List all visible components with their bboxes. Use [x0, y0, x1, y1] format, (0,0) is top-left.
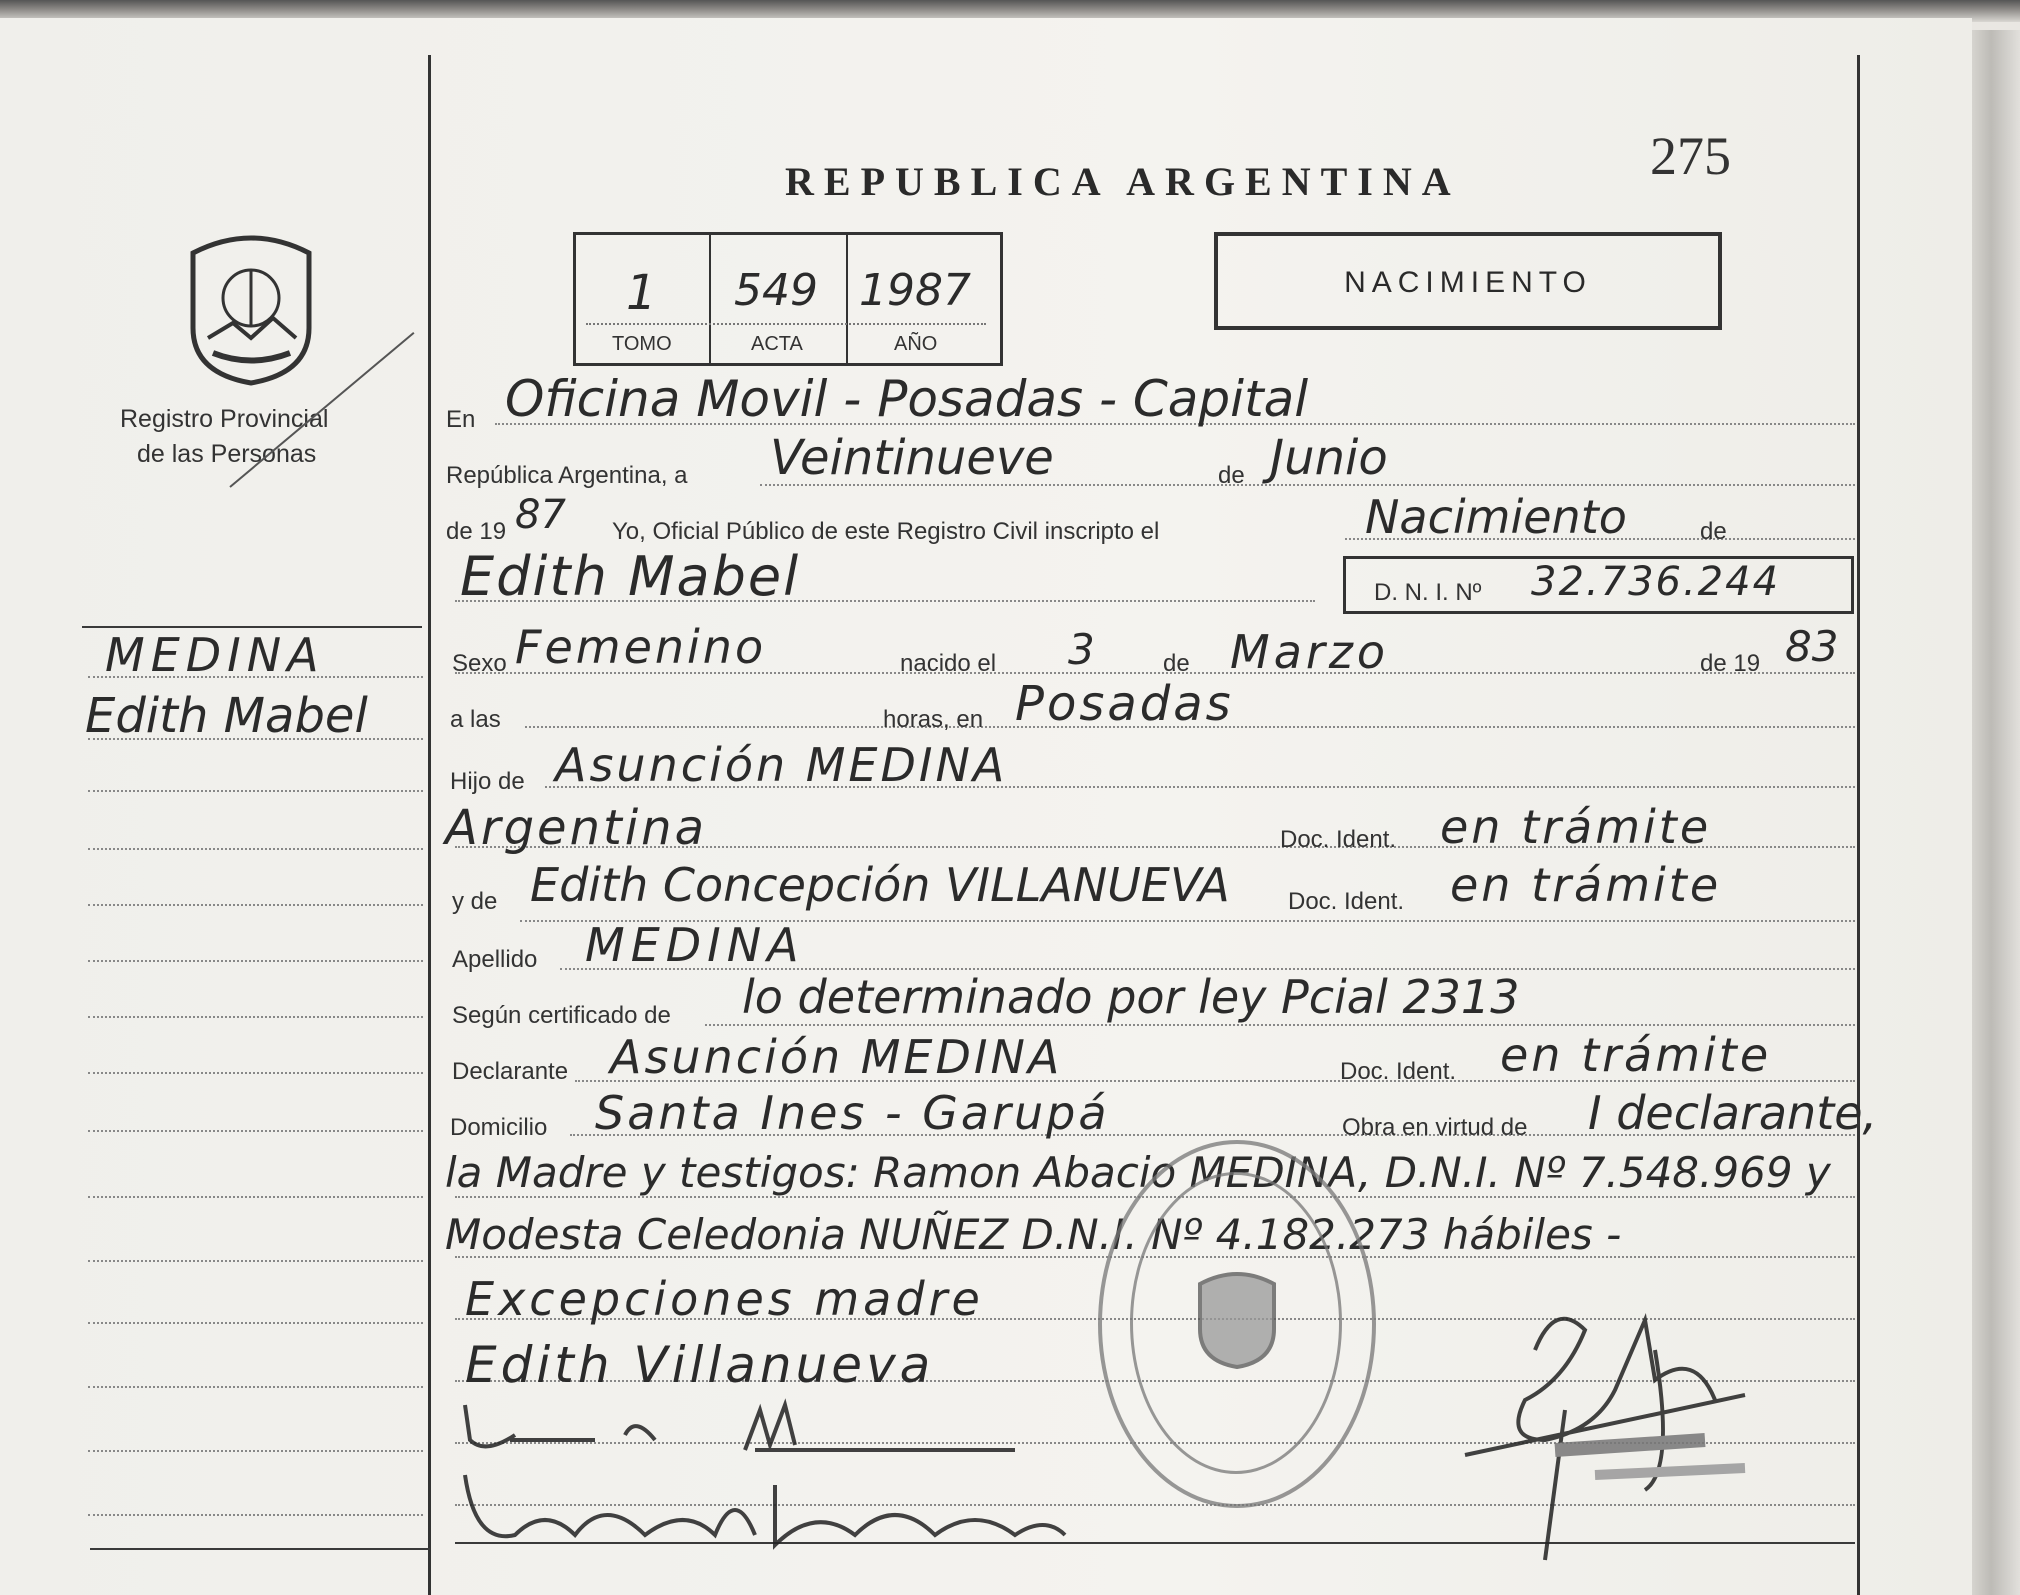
day-value: Veintinueve	[770, 430, 1054, 486]
right-border	[1857, 55, 1860, 1595]
month-de-label: de	[1218, 462, 1245, 489]
obra-value: I declarante,	[1588, 1086, 1878, 1140]
doc3-label: Doc. Ident.	[1340, 1058, 1457, 1085]
inscripto-value: Nacimiento	[1365, 490, 1627, 544]
tomo-label: TOMO	[612, 333, 672, 355]
officer-signature	[1445, 1290, 1775, 1570]
inscripto-de-label: de	[1700, 518, 1727, 545]
birth-year-prefix-label: de 19	[1700, 650, 1761, 677]
provincial-seal-icon	[178, 228, 324, 388]
registry-round-stamp	[1098, 1140, 1376, 1508]
yde-label: y de	[452, 888, 498, 915]
margin-bottom-line	[90, 1548, 430, 1550]
segun-label: Según certificado de	[452, 1002, 671, 1029]
declarante-value: Asunción MEDINA	[610, 1030, 1063, 1084]
acta-value: 549	[734, 265, 818, 316]
nacido-label: nacido el	[900, 650, 997, 677]
full-name-value: Edith Mabel	[460, 545, 801, 608]
apellido-label: Apellido	[452, 946, 538, 973]
sexo-value: Femenino	[515, 620, 767, 674]
mother-signature-line: Edith Villanueva	[465, 1336, 935, 1394]
en-value: Oficina Movil - Posadas - Capital	[505, 370, 1309, 428]
nacido-de-label: de	[1163, 650, 1190, 677]
witness-signatures	[455, 1395, 1075, 1555]
certificado-value: lo determinado por ley Pcial 2313	[742, 970, 1520, 1024]
year-prefix-label: de 19	[446, 518, 507, 545]
margin-names: Edith Mabel	[85, 688, 368, 744]
ano-label: AÑO	[894, 333, 938, 355]
birth-day-value: 3	[1068, 625, 1095, 674]
witness-line-2: Modesta Celedonia NUÑEZ D.N.I. Nº 4.182.273 hábiles -	[445, 1210, 1622, 1259]
obra-label: Obra en virtud de	[1342, 1114, 1528, 1141]
acta-label: ACTA	[751, 333, 803, 355]
en-label: En	[446, 406, 476, 433]
tomo-value: 1	[626, 265, 657, 321]
dni-label: D. N. I. Nº	[1374, 579, 1482, 606]
registry-line2: de las Personas	[137, 440, 317, 468]
birthplace-value: Posadas	[1015, 676, 1234, 732]
margin-surname: MEDINA	[105, 628, 325, 682]
apellido-value: MEDINA	[585, 918, 805, 972]
record-type-box	[1214, 232, 1722, 330]
republica-label: República Argentina, a	[446, 462, 688, 489]
birth-month-value: Marzo	[1230, 625, 1390, 679]
dni-box	[1343, 556, 1854, 614]
alas-label: a las	[450, 706, 501, 733]
year-value: 87	[515, 492, 566, 538]
exception-line: Excepciones madre	[465, 1272, 984, 1326]
ano-value: 1987	[859, 265, 971, 316]
doc2-label: Doc. Ident.	[1288, 888, 1405, 915]
doc3-value: en trámite	[1500, 1028, 1772, 1082]
nationality-value: Argentina	[445, 800, 707, 856]
sexo-label: Sexo	[452, 650, 507, 677]
oficial-text: Yo, Oficial Público de este Registro Civil inscripto el	[612, 518, 1160, 545]
domicilio-value: Santa Ines - Garupá	[595, 1086, 1110, 1140]
page-stack-edge	[1972, 30, 2020, 1595]
horas-label: horas, en	[883, 706, 984, 733]
registry-line1: Registro Provincial	[120, 405, 329, 433]
document-title: REPUBLICA ARGENTINA	[785, 159, 1461, 204]
dni-value: 32.736.244	[1531, 559, 1781, 605]
birth-year-value: 83	[1785, 622, 1839, 671]
domicilio-label: Domicilio	[450, 1114, 548, 1141]
stamp-seal-icon	[1192, 1269, 1282, 1369]
doc1-value: en trámite	[1440, 800, 1712, 854]
declarante-label: Declarante	[452, 1058, 569, 1085]
doc2-value: en trámite	[1450, 858, 1722, 912]
left-column-divider	[428, 55, 431, 1595]
reference-box	[573, 232, 1003, 366]
page-number: 275	[1650, 126, 1731, 186]
month-value: Junio	[1270, 430, 1388, 486]
record-type: NACIMIENTO	[1344, 266, 1592, 299]
hijo-label: Hijo de	[450, 768, 525, 795]
mother-value: Edith Concepción VILLANUEVA	[530, 858, 1230, 912]
father-value: Asunción MEDINA	[555, 738, 1008, 792]
witness-line-1: la Madre y testigos: Ramon Abacio MEDINA, D.N.I. Nº 7.548.969 y	[445, 1148, 1831, 1197]
doc1-label: Doc. Ident.	[1280, 826, 1397, 853]
